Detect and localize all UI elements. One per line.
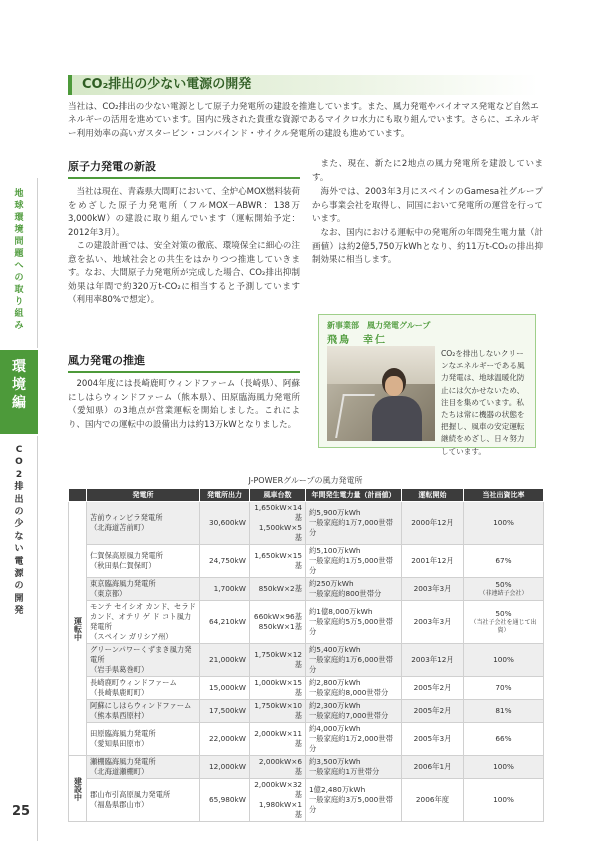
table-row bbox=[69, 779, 544, 822]
cell-output bbox=[200, 677, 250, 700]
cell-share-sub: （非連結子会社） bbox=[479, 590, 528, 597]
cell-output-main: 17,500kW bbox=[209, 706, 246, 715]
cell-energy-sub: 一般家庭約8,000世帯分 bbox=[309, 688, 389, 697]
table-row bbox=[69, 578, 544, 601]
cell-plant bbox=[87, 502, 200, 545]
cell-turbines-main: 1,650kW×15基 bbox=[254, 551, 302, 570]
cell-share bbox=[464, 723, 544, 756]
cell-energy bbox=[306, 756, 402, 779]
cell-plant bbox=[87, 677, 200, 700]
cell-share-main: 100% bbox=[493, 762, 514, 771]
cell-start-main: 2003年3月 bbox=[413, 584, 452, 593]
cell-start bbox=[402, 644, 464, 677]
cell-output bbox=[200, 502, 250, 545]
cell-turbines-sub: 850kW×1基 bbox=[258, 622, 302, 631]
table-row bbox=[69, 756, 544, 779]
cell-share bbox=[464, 756, 544, 779]
wind-right-paragraph-3: なお、国内における運転中の発電所の年間発生電力量（計画値）は約2億5,750万kWhとなり、約11万t-CO₂の排出抑制効果に相当します。 bbox=[312, 228, 543, 266]
nuclear-heading: 原子力発電の新設 bbox=[68, 158, 300, 179]
cell-plant-sub: （東京都） bbox=[90, 589, 127, 598]
cell-share bbox=[464, 601, 544, 644]
cell-energy bbox=[306, 601, 402, 644]
cell-output-main: 30,600kW bbox=[209, 518, 246, 527]
cell-output-main: 15,000kW bbox=[209, 683, 246, 692]
cell-energy-main: 約2,800万kWh bbox=[309, 678, 361, 687]
cell-output-main: 24,750kW bbox=[209, 556, 246, 565]
cell-energy bbox=[306, 545, 402, 578]
header-turbines: 風車台数 bbox=[250, 489, 306, 502]
table-row bbox=[69, 700, 544, 723]
cell-output bbox=[200, 601, 250, 644]
cell-turbines bbox=[250, 644, 306, 677]
cell-energy-main: 約5,400万kWh bbox=[309, 645, 361, 654]
cell-plant-sub: （愛知県田原市） bbox=[90, 739, 149, 748]
cell-plant bbox=[87, 779, 200, 822]
cell-plant-main: 阿蘇にしはらウィンドファーム bbox=[90, 701, 192, 710]
cell-share bbox=[464, 644, 544, 677]
person-body bbox=[372, 396, 422, 441]
cell-output bbox=[200, 756, 250, 779]
cell-turbines bbox=[250, 545, 306, 578]
intro-paragraph: 当社は、CO₂排出の少ない電源として原子力発電所の建設を推進しています。また、風力発電やバイオマス発電など自然エネルギーの活用を進めています。国内に残された貴重な資源であるマイクロ水力にも取り組んでいます。さらに、エネルギー利用効率の高いガスタービン・コンバインド・サイクル発電所の建設も進めています。 bbox=[68, 102, 539, 139]
cell-output bbox=[200, 723, 250, 756]
cell-energy bbox=[306, 677, 402, 700]
cell-turbines bbox=[250, 677, 306, 700]
cell-turbines bbox=[250, 700, 306, 723]
wind-right-paragraph-1: また、現在、新たに2地点の風力発電所を建設しています。 bbox=[312, 159, 543, 183]
cell-share-main: 67% bbox=[495, 556, 512, 565]
cell-turbines bbox=[250, 502, 306, 545]
cell-plant-main: 郡山布引高原風力発電所 bbox=[90, 790, 171, 799]
cell-output-main: 22,000kW bbox=[209, 734, 246, 743]
cell-start bbox=[402, 502, 464, 545]
cell-turbines-main: 1,650kW×14基 bbox=[254, 503, 302, 522]
cell-energy bbox=[306, 779, 402, 822]
cell-start-main: 2005年2月 bbox=[413, 706, 452, 715]
staff-comment-box bbox=[318, 314, 536, 456]
cell-energy-sub: 一般家庭約800世帯分 bbox=[309, 589, 382, 598]
cell-output-main: 1,700kW bbox=[213, 584, 246, 593]
sidebar-section-label bbox=[0, 178, 38, 348]
page-number: 25 bbox=[12, 804, 31, 819]
cell-plant-main: 東京臨海風力発電所 bbox=[90, 579, 156, 588]
cell-plant-main: 長崎鹿町ウィンドファーム bbox=[90, 678, 177, 687]
cell-start-main: 2005年3月 bbox=[413, 734, 452, 743]
cell-plant-sub: （岩手県葛巻町） bbox=[90, 665, 149, 674]
section-title-bar bbox=[68, 75, 538, 95]
page-title: CO₂排出の少ない電源の開発 bbox=[82, 77, 252, 92]
cell-plant bbox=[87, 601, 200, 644]
cell-energy-sub: 一般家庭約1万5,000世帯分 bbox=[309, 556, 393, 575]
cell-plant-sub: （長崎県鹿町町） bbox=[90, 688, 149, 697]
cell-plant-main: 苫前ウィンビラ発電所 bbox=[90, 513, 163, 522]
cell-output bbox=[200, 578, 250, 601]
cell-turbines-main: 1,750kW×10基 bbox=[254, 701, 302, 720]
cell-start-main: 2005年2月 bbox=[413, 683, 452, 692]
staff-photo bbox=[327, 346, 435, 441]
cell-share bbox=[464, 545, 544, 578]
cell-start bbox=[402, 700, 464, 723]
cell-start bbox=[402, 545, 464, 578]
cell-energy bbox=[306, 723, 402, 756]
cell-turbines bbox=[250, 578, 306, 601]
status-running: 運転中 bbox=[69, 502, 87, 756]
cell-share-main: 50% bbox=[495, 609, 512, 618]
nuclear-paragraph-2: この建設計画では、安全対策の徹底、環境保全に細心の注意を払い、地域社会との共生をはかりつつ推進していきます。なお、大間原子力発電所が完成した場合、CO₂排出抑制効果は年間で約320万t-CO₂に相当すると予測しています（利用率80%で想定）。 bbox=[68, 241, 300, 306]
table-row bbox=[69, 545, 544, 578]
cell-output-main: 21,000kW bbox=[209, 655, 246, 664]
cell-energy bbox=[306, 700, 402, 723]
cell-energy bbox=[306, 502, 402, 545]
cell-turbines-main: 2,000kW×32基 bbox=[254, 780, 302, 799]
cell-plant bbox=[87, 545, 200, 578]
cell-energy-sub: 一般家庭約1万世帯分 bbox=[309, 767, 380, 776]
cell-plant-sub: （スペイン ガリシア州） bbox=[90, 632, 173, 641]
cell-energy-main: 約5,100万kWh bbox=[309, 546, 361, 555]
table-header-row bbox=[69, 489, 544, 502]
cell-turbines-main: 2,000kW×11基 bbox=[254, 729, 302, 748]
wind-paragraph: 2004年度には長崎鹿町ウィンドファーム（長崎県）、阿蘇にしはらウィンドファーム（熊本県）、田原臨海風力発電所（愛知県）の3地点が営業運転を開始しました。これにより、国内での運転中の設備出力は約13万kWとなりました。 bbox=[68, 379, 300, 430]
table-row bbox=[69, 677, 544, 700]
table-row bbox=[69, 601, 544, 644]
cell-turbines bbox=[250, 779, 306, 822]
cell-output bbox=[200, 779, 250, 822]
cell-turbines-sub: 1,980kW×1基 bbox=[258, 800, 302, 819]
cell-plant bbox=[87, 756, 200, 779]
staff-name: 飛鳥 幸仁 bbox=[327, 335, 387, 346]
photo-background bbox=[327, 346, 435, 384]
cell-energy-main: 約5,900万kWh bbox=[309, 508, 361, 517]
side-navigation bbox=[0, 178, 38, 841]
cell-energy-sub: 一般家庭約7,000世帯分 bbox=[309, 711, 389, 720]
cell-start-main: 2003年3月 bbox=[413, 617, 452, 626]
cell-plant-sub: （北海道瀬棚町） bbox=[90, 767, 149, 776]
cell-turbines-main: 850kW×2基 bbox=[258, 584, 302, 593]
cell-plant-main: 仁賀保高原風力発電所 bbox=[90, 551, 163, 560]
cell-start-main: 2006年1月 bbox=[413, 762, 452, 771]
cell-energy bbox=[306, 644, 402, 677]
sidebar-top-label: 地球環境問題への取り組み bbox=[14, 189, 24, 331]
cell-energy-sub: 一般家庭約5万5,000世帯分 bbox=[309, 617, 393, 636]
cell-plant-main: 瀬棚臨海風力発電所 bbox=[90, 757, 156, 766]
cell-share bbox=[464, 700, 544, 723]
sidebar-topic-label: CO2排出の少ない電源の開発 bbox=[14, 445, 24, 617]
header-energy: 年間発生電力量（計画値） bbox=[306, 489, 402, 502]
sidebar-topic bbox=[0, 436, 38, 841]
staff-comment: CO₂を排出しないクリーンなエネルギーである風力発電は、地球温暖化防止には欠かせないため、注目を集めています。私たちは常に機器の状態を把握し、風車の安定運転継続をめざし、日々努力しています。 bbox=[441, 349, 525, 456]
cell-turbines bbox=[250, 723, 306, 756]
cell-plant bbox=[87, 723, 200, 756]
cell-start-main: 2006年度 bbox=[415, 795, 450, 804]
cell-share bbox=[464, 677, 544, 700]
cell-share-main: 100% bbox=[493, 655, 514, 664]
nuclear-paragraph-1: 当社は現在、青森県大間町において、全炉心MOX燃料装荷をめざした原子力発電所（フルMOX－ABWR：138万3,000kW）の建設に取り組んでいます（運転開始予定：2012年3月）。 bbox=[68, 187, 300, 238]
cell-output-main: 64,210kW bbox=[209, 617, 246, 626]
cell-output-main: 65,980kW bbox=[209, 795, 246, 804]
cell-start bbox=[402, 723, 464, 756]
cell-start bbox=[402, 677, 464, 700]
table-body bbox=[69, 502, 544, 822]
cell-turbines-sub: 1,500kW×5基 bbox=[258, 523, 302, 542]
wind-farm-table bbox=[68, 488, 544, 822]
cell-energy-sub: 一般家庭約1万2,000世帯分 bbox=[309, 734, 393, 753]
header-start: 運転開始 bbox=[402, 489, 464, 502]
table-title: J-POWERグループの風力発電所 bbox=[248, 476, 363, 485]
cell-energy-main: 約250万kWh bbox=[309, 579, 354, 588]
status-construction: 建設中 bbox=[69, 756, 87, 822]
person-face bbox=[385, 376, 403, 396]
header-share: 当社出資比率 bbox=[464, 489, 544, 502]
cell-share-sub: （当社子会社を通じて出資） bbox=[470, 619, 537, 634]
cell-energy-main: 1億2,480万kWh bbox=[309, 785, 366, 794]
sidebar-chapter-label: 環境編 bbox=[12, 359, 26, 411]
cell-share-main: 100% bbox=[493, 795, 514, 804]
table-row bbox=[69, 502, 544, 545]
cell-share-main: 50% bbox=[495, 580, 512, 589]
cell-output bbox=[200, 700, 250, 723]
cell-plant-main: グリーンパワーくずまき風力発電所 bbox=[90, 645, 192, 664]
cell-start bbox=[402, 601, 464, 644]
cell-start-main: 2003年12月 bbox=[411, 655, 454, 664]
cell-plant bbox=[87, 578, 200, 601]
cell-share-main: 100% bbox=[493, 518, 514, 527]
cell-output bbox=[200, 644, 250, 677]
staff-department: 新事業部 風力発電グループ bbox=[327, 321, 431, 330]
cell-plant-main: 田原臨海風力発電所 bbox=[90, 729, 156, 738]
table-row bbox=[69, 723, 544, 756]
sidebar-chapter-block bbox=[0, 350, 38, 434]
cell-plant-sub: （熊本県西原村） bbox=[90, 711, 149, 720]
cell-energy-main: 約1億8,000万kWh bbox=[309, 607, 373, 616]
cell-turbines-main: 2,000kW×6基 bbox=[258, 757, 302, 776]
cell-start bbox=[402, 578, 464, 601]
table-row bbox=[69, 644, 544, 677]
cell-turbines bbox=[250, 601, 306, 644]
cell-share bbox=[464, 578, 544, 601]
cell-plant-sub: （秋田県仁賀保町） bbox=[90, 561, 156, 570]
cell-share-main: 66% bbox=[495, 734, 512, 743]
cell-start-main: 2000年12月 bbox=[411, 518, 454, 527]
cell-share bbox=[464, 779, 544, 822]
cell-start bbox=[402, 756, 464, 779]
cell-output bbox=[200, 545, 250, 578]
cell-energy-main: 約4,000万kWh bbox=[309, 724, 361, 733]
cell-energy-main: 約2,300万kWh bbox=[309, 701, 361, 710]
header-status bbox=[69, 489, 87, 502]
cell-turbines bbox=[250, 756, 306, 779]
cell-share-main: 81% bbox=[495, 706, 512, 715]
wind-heading: 風力発電の推進 bbox=[68, 352, 300, 373]
cell-turbines-main: 1,000kW×15基 bbox=[254, 678, 302, 697]
cell-plant-main: モンテ セイシオ カンド、セラド カンド、オテリ ゲ ド コト風力発電所 bbox=[90, 602, 196, 631]
cell-start bbox=[402, 779, 464, 822]
cell-energy-sub: 一般家庭約1万7,000世帯分 bbox=[309, 518, 393, 537]
cell-share bbox=[464, 502, 544, 545]
cell-plant-sub: （北海道苫前町） bbox=[90, 523, 149, 532]
cell-share-main: 70% bbox=[495, 683, 512, 692]
cell-energy-main: 約3,500万kWh bbox=[309, 757, 361, 766]
cell-energy-sub: 一般家庭約1万6,000世帯分 bbox=[309, 655, 393, 674]
cell-plant bbox=[87, 700, 200, 723]
cell-start-main: 2001年12月 bbox=[411, 556, 454, 565]
cell-turbines-main: 660kW×96基 bbox=[253, 612, 302, 621]
cell-energy bbox=[306, 578, 402, 601]
cell-energy-sub: 一般家庭約3万5,000世帯分 bbox=[309, 795, 393, 814]
header-plant: 発電所 bbox=[87, 489, 200, 502]
cell-plant-sub: （福島県郡山市） bbox=[90, 800, 149, 809]
wind-right-paragraph-2: 海外では、2003年3月にスペインのGamesa社グループから事業会社を取得し、同国において発電所の運営を行っています。 bbox=[312, 187, 543, 225]
cell-output-main: 12,000kW bbox=[209, 762, 246, 771]
cell-plant bbox=[87, 644, 200, 677]
header-output: 発電所出力 bbox=[200, 489, 250, 502]
cell-turbines-main: 1,750kW×12基 bbox=[254, 650, 302, 669]
wind-turbine-model bbox=[335, 394, 375, 438]
sidebar-divider bbox=[37, 178, 38, 348]
